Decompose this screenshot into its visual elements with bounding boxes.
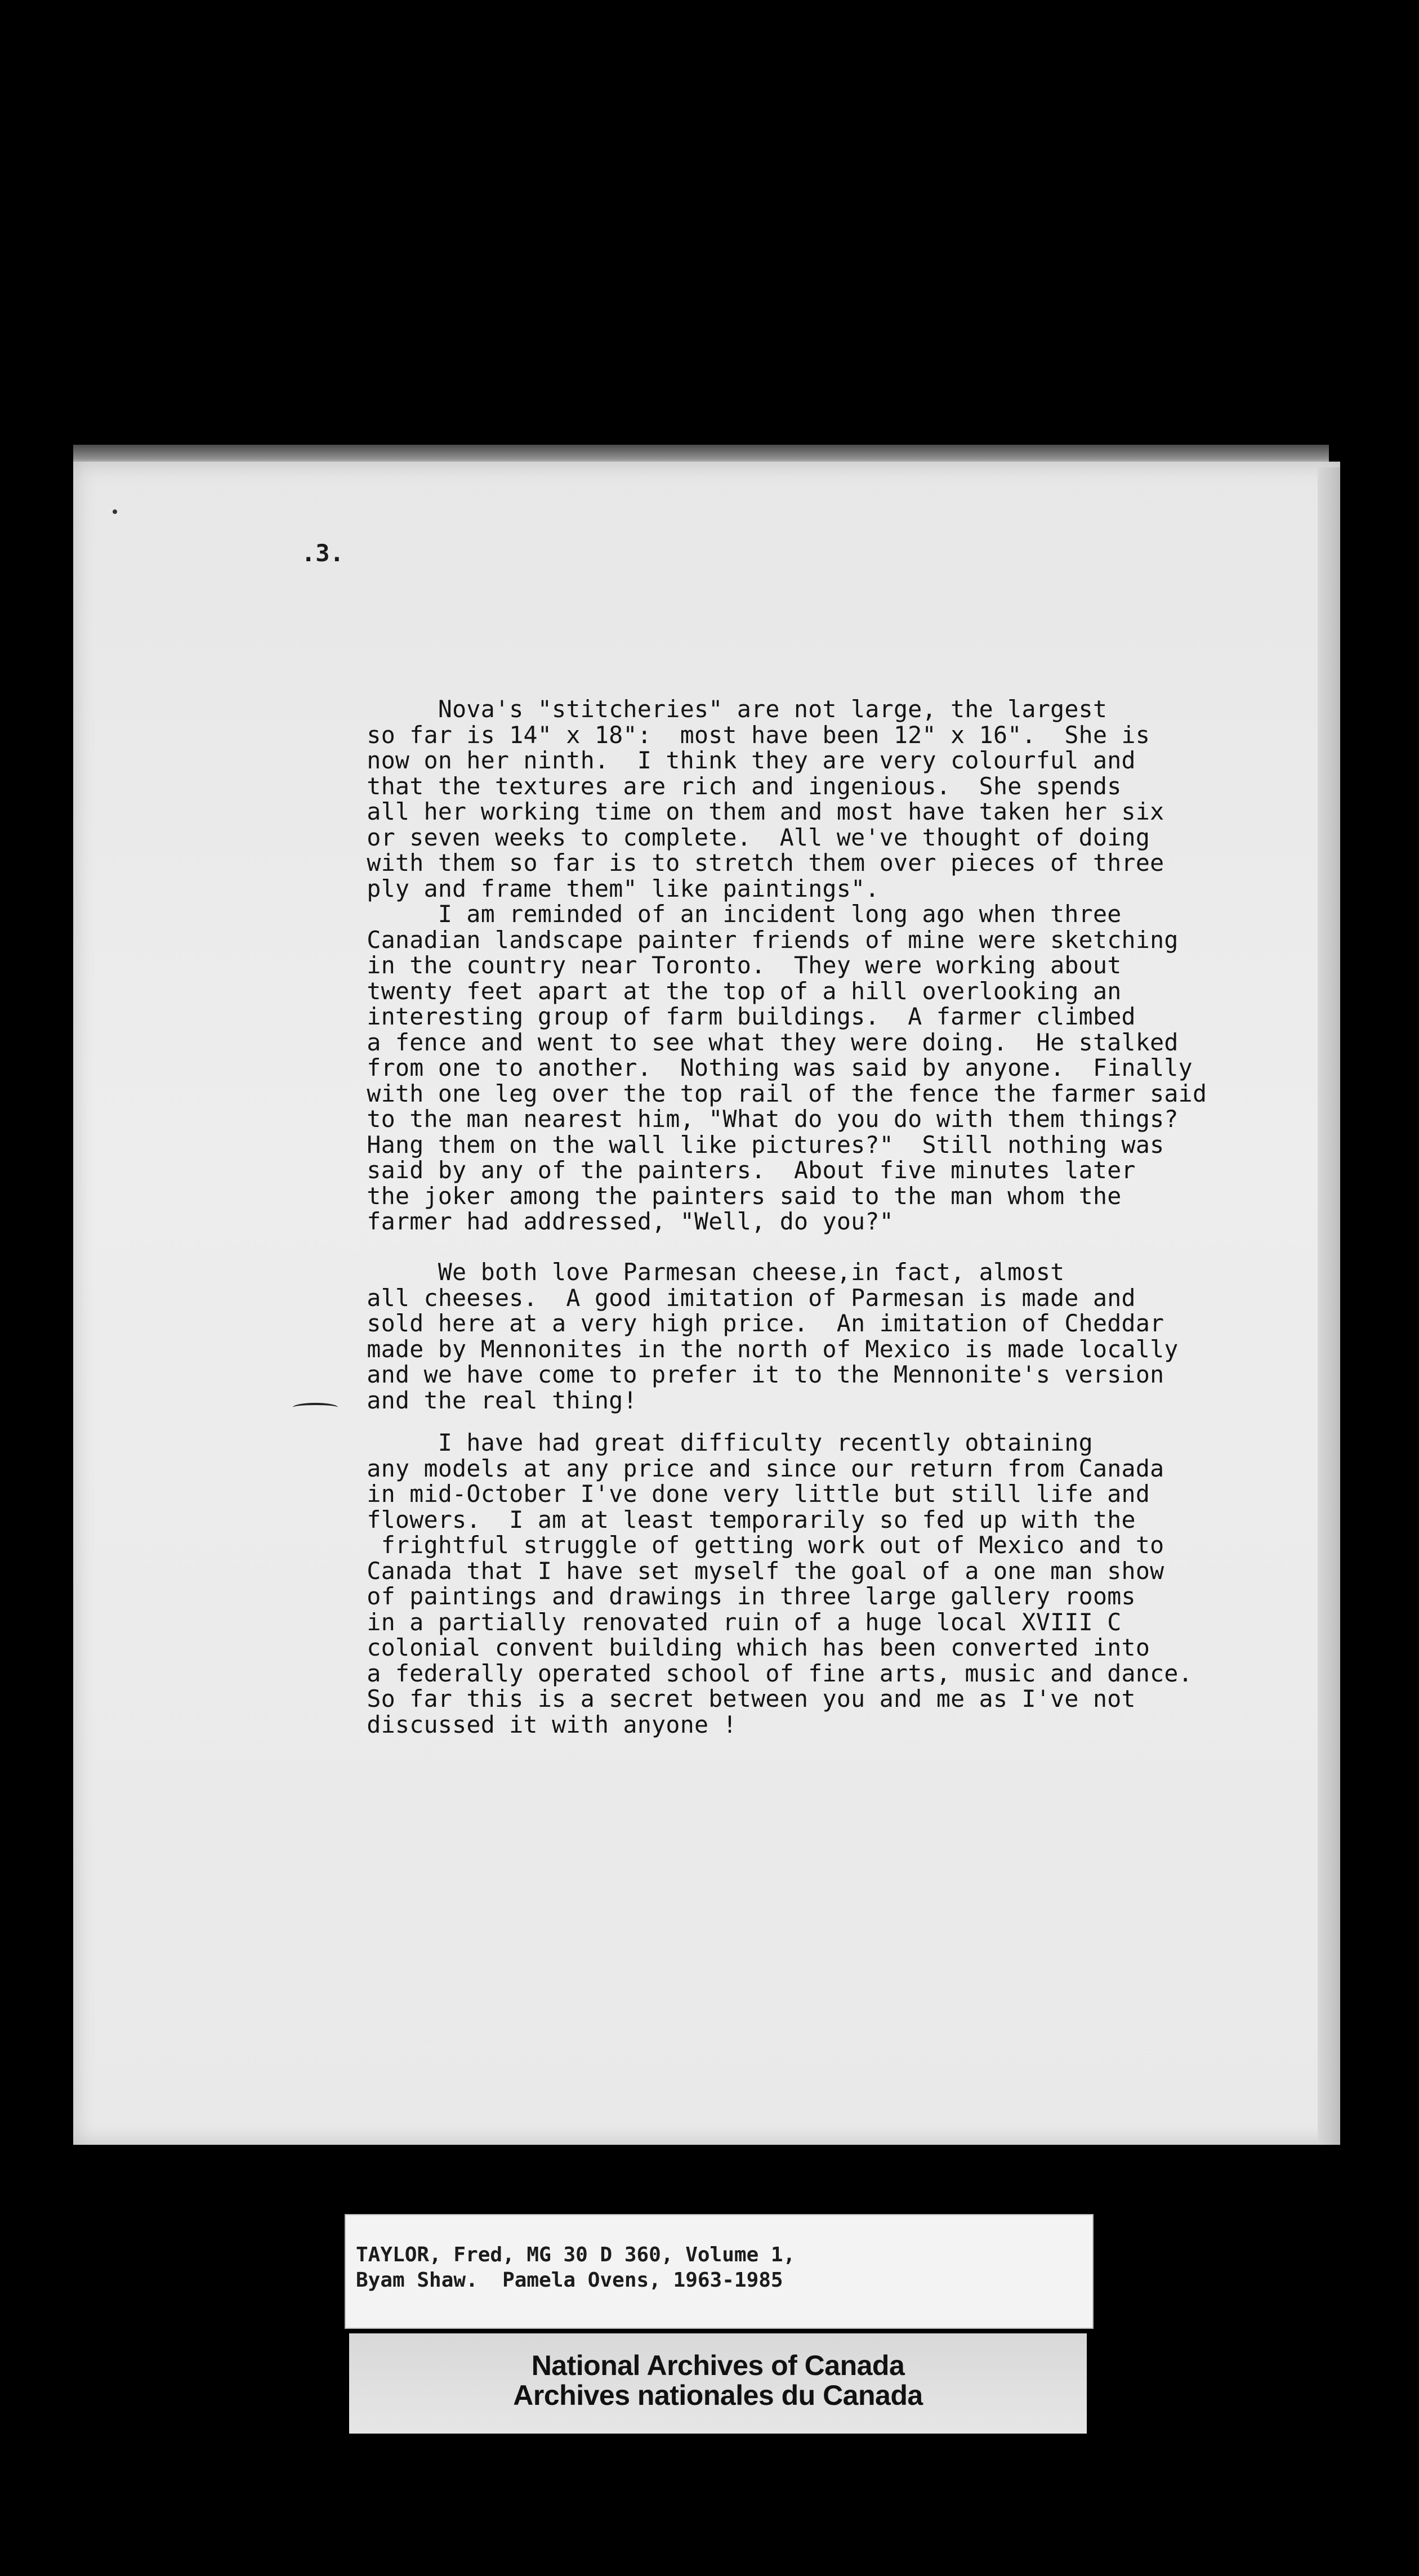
handwritten-underline: [293, 1403, 338, 1412]
archive-name-english: National Archives of Canada: [531, 2350, 905, 2381]
paragraph-exhibition: I have had great difficulty recently obtaining any models at any price and since our return from Canada in mid-October I've done very little but still life and flowers. I am at least temporarily so fed up with the frightful struggle of getting work out of Mexico and to Canada that I have set myself the goal of a one man show of paintings and drawings in three large gallery rooms in a partially renovated ruin of a huge local XVIII C colonial convent building which has been converted into a federally operated school of fine arts, music and dance. So far this is a secret between you and me as I've not discussed it with anyone !: [367, 1429, 1193, 1738]
paragraph-parmesan: We both love Parmesan cheese,in fact, almost all cheeses. A good imitation of Parmesan is made and sold here at a very high price. An imitation of Cheddar made by Mennonites in the north of Mexico is made locally and we have come to prefer it to the Mennonite's version and the real thing!: [367, 1258, 1179, 1414]
paragraph-stitcheries: Nova's "stitcheries" are not large, the largest so far is 14" x 18": most have been 12" x 16". She is now on her ninth. I think they are very colourful and that the textures are rich and ingenious. She spends all her working time on them and most have taken her six or seven weeks to complete. All we've thought of doing with them so far is to stretch them over pieces of three ply and frame them" like paintings". I am reminded of an incident long ago when three Canadian landscape painter friends of mine were sketching in the country near Toronto. They were working about twenty feet apart at the top of a hill overlooking an interesting group of farm buildings. A farmer climbed a fence and went to see what they were doing. He stalked from one to another. Nothing was said by anyone. Finally with one leg over the top rail of the fence the farmer said to the man nearest him, "What do you do with them things? Hang them on the wall like pictures?" Still nothing was said by any of the painters. About five minutes later the joker among the painters said to the man whom the farmer had addressed, "Well, do you?": [367, 695, 1207, 1235]
page-right-edge: [1318, 467, 1340, 2145]
archive-name-french: Archives nationales du Canada: [513, 2380, 923, 2411]
archive-reference-line-2: Byam Shaw. Pamela Ovens, 1963-1985: [356, 2269, 783, 2292]
punch-mark: [113, 509, 117, 514]
page-number: .3.: [301, 539, 344, 567]
archive-reference-line-1: TAYLOR, Fred, MG 30 D 360, Volume 1,: [356, 2243, 796, 2266]
